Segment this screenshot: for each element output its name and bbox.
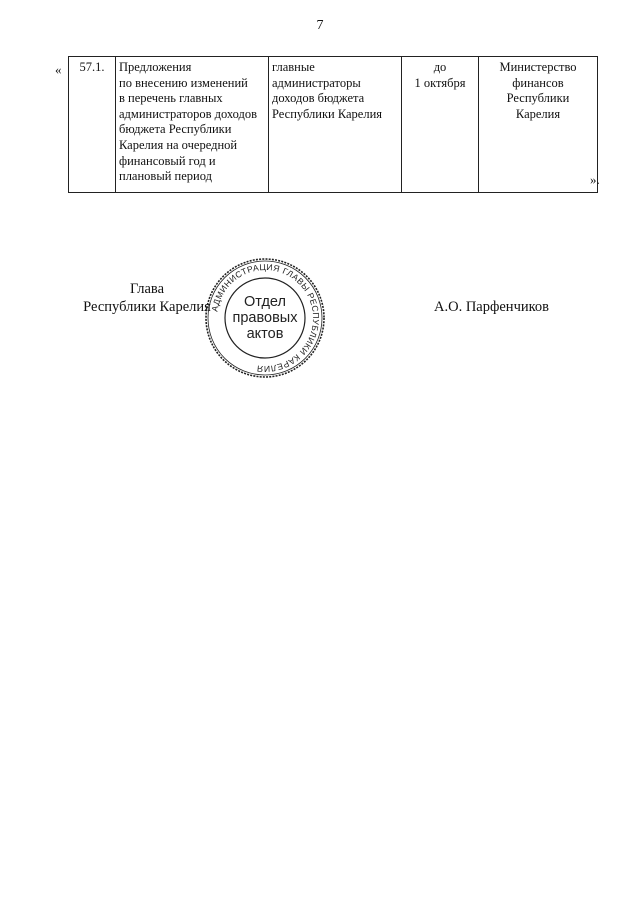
signatory-name: А.О. Парфенчиков bbox=[434, 299, 550, 315]
participants-cell: главные администраторы доходов бюджета Республики Карелия bbox=[269, 57, 402, 193]
deadline-cell: до 1 октября bbox=[402, 57, 479, 193]
amendment-table bbox=[68, 56, 598, 193]
closing-quote: ». bbox=[590, 172, 600, 187]
signature-title bbox=[72, 280, 222, 316]
stamp-center-line3: актов bbox=[246, 326, 284, 342]
document-cell: Предложения по внесению изменений в перечень главных администраторов доходов бюджета Республики Карелия на очередной финансовый год и плановый период bbox=[116, 57, 269, 193]
stamp-seal bbox=[203, 256, 327, 380]
stamp-center-line2: правовых bbox=[232, 310, 298, 326]
stamp-ring-text: АДМИНИСТРАЦИЯ ГЛАВЫ РЕСПУБЛИКИ КАРЕЛИЯ bbox=[209, 261, 322, 375]
signature-title-line1: Глава bbox=[129, 281, 165, 297]
stamp-center-line1: Отдел bbox=[244, 294, 286, 310]
row-number-cell: 57.1. bbox=[69, 57, 116, 193]
page-number: 7 bbox=[316, 18, 324, 33]
signature-title-line2: Республики Карелия bbox=[83, 299, 211, 315]
responsible-cell: Министерство финансов Республики Карелия bbox=[479, 57, 598, 193]
opening-quote: « bbox=[55, 62, 62, 77]
table-row bbox=[69, 57, 598, 193]
